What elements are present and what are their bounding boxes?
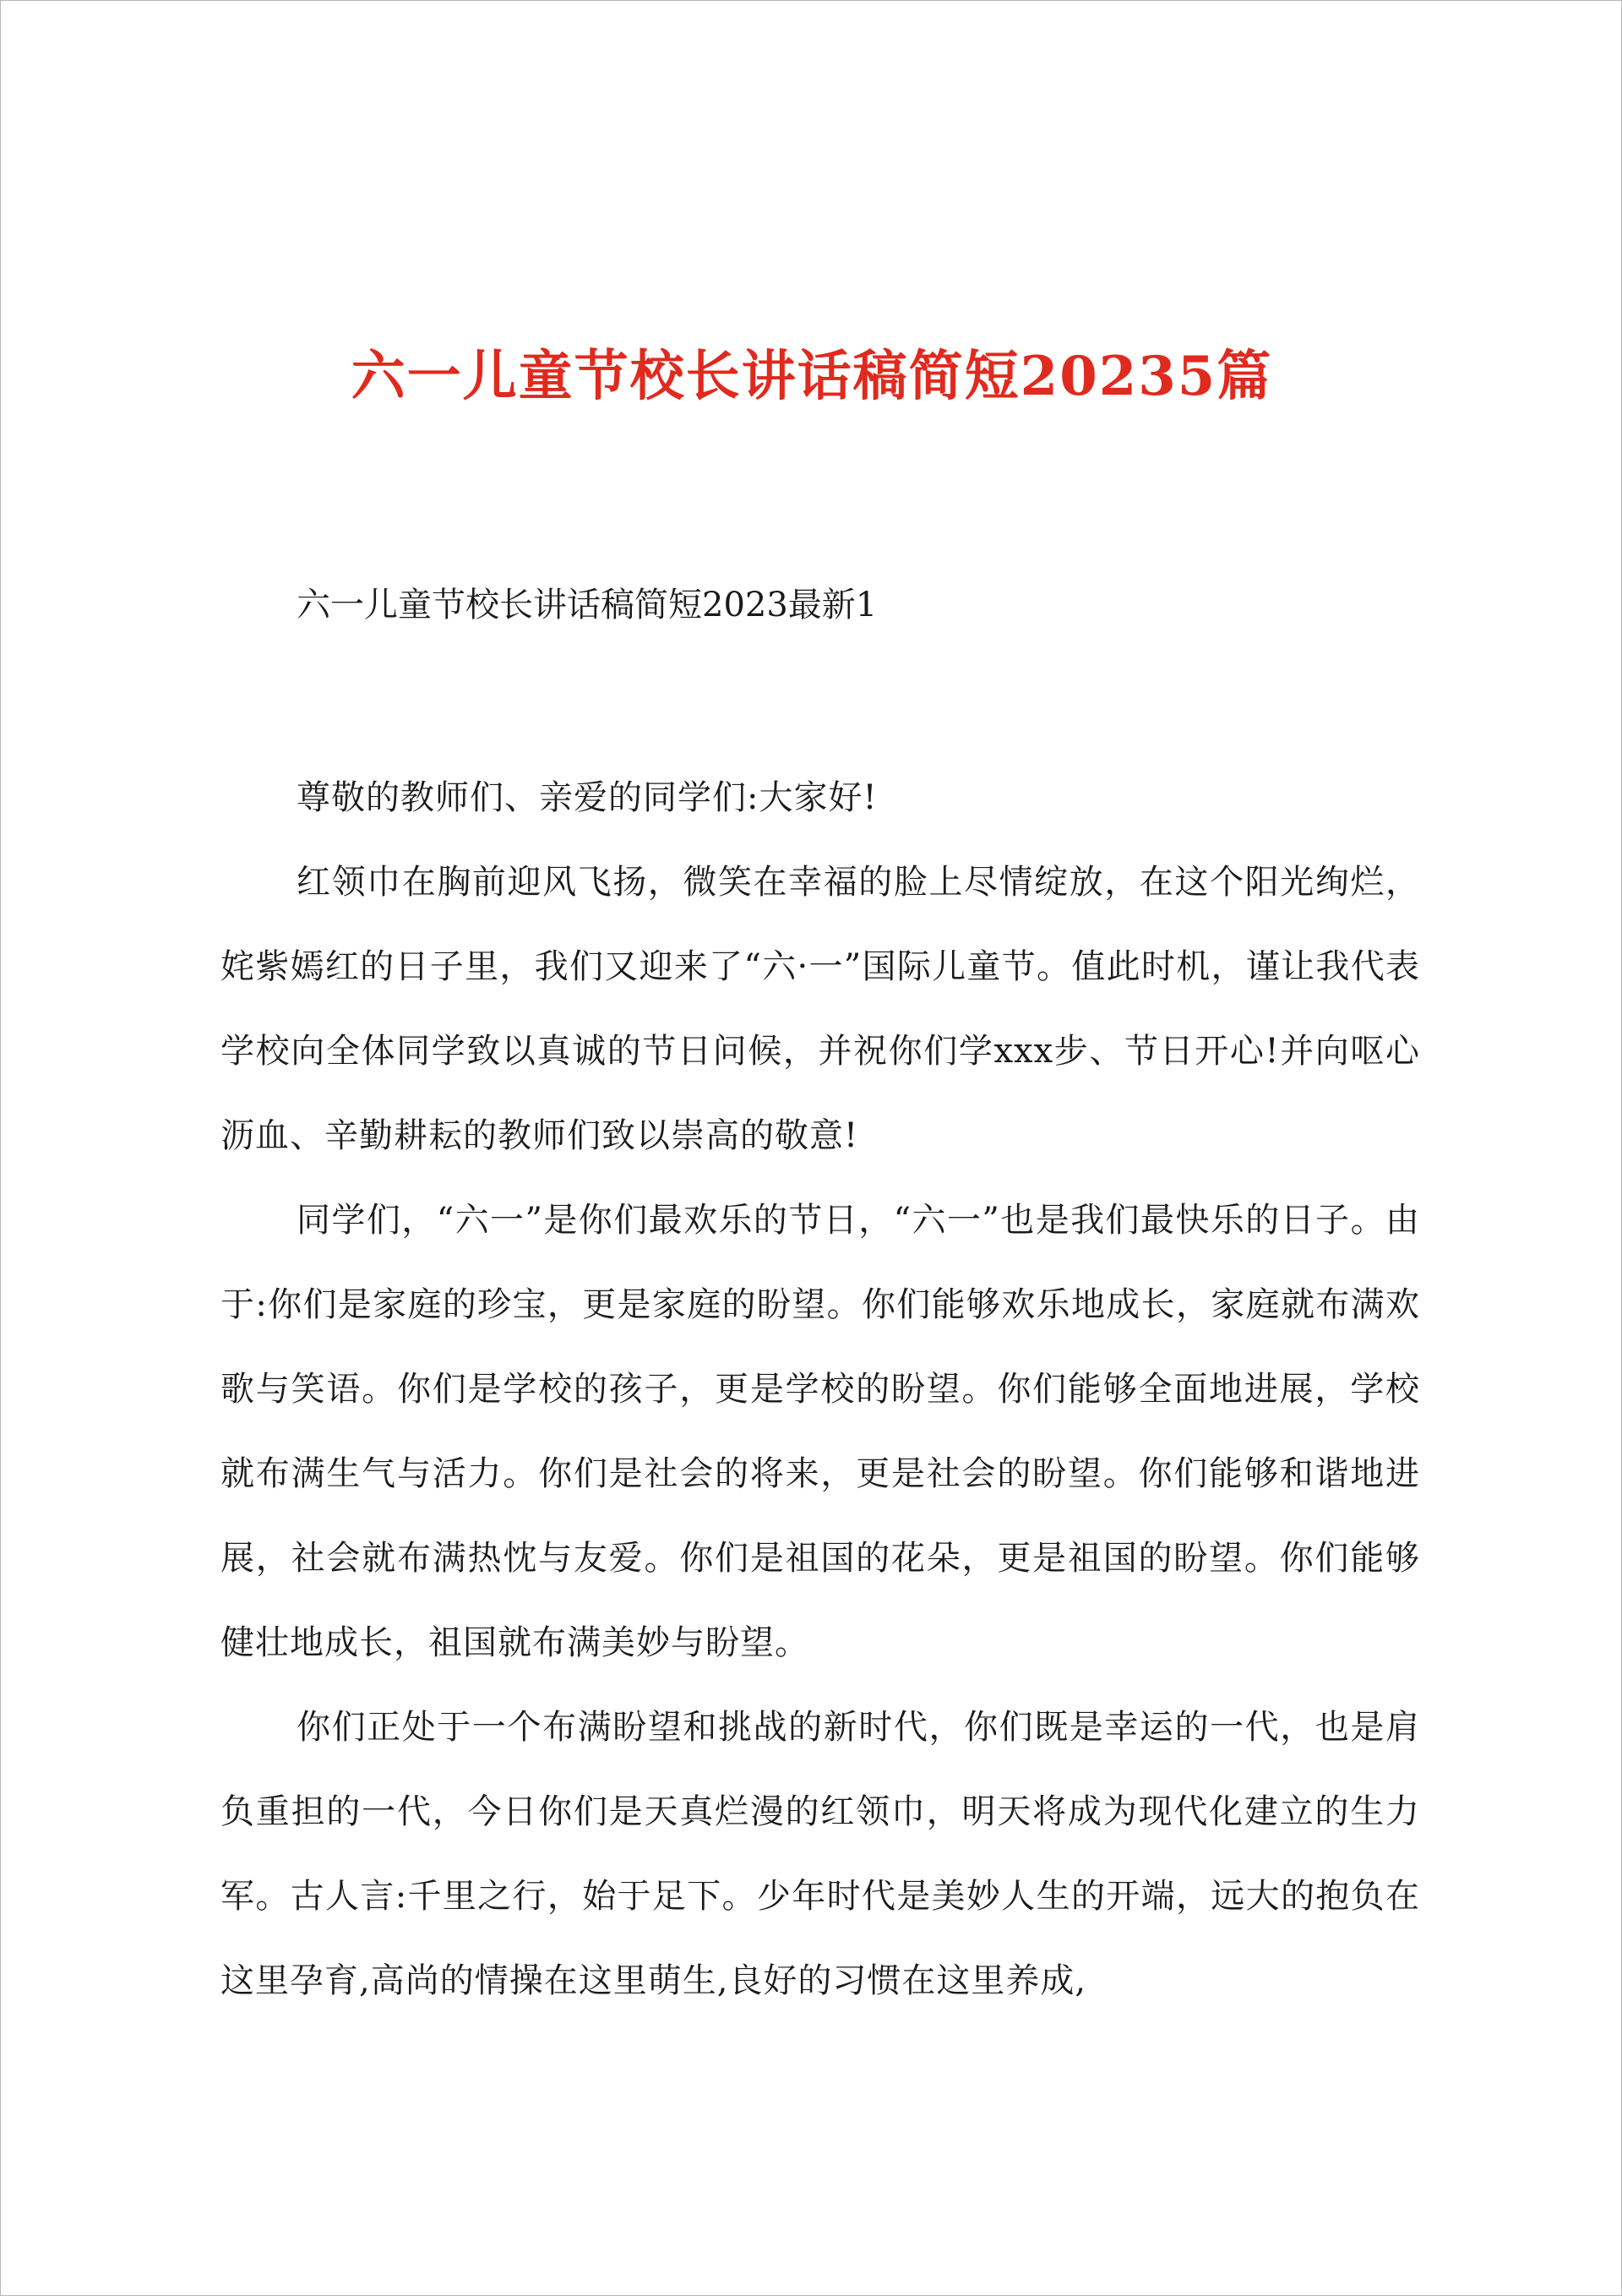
- paragraph: 同学们，“六一”是你们最欢乐的节日，“六一”也是我们最快乐的日子。由于:你们是家庭的珍宝，更是家庭的盼望。你们能够欢乐地成长，家庭就布满欢歌与笑语。你们是学校的孩子，更是学校的盼望。你们能够全面地进展，学校就布满生气与活力。你们是社会的将来，更是社会的盼望。你们能够和谐地进展，社会就布满热忱与友爱。你们是祖国的花朵，更是祖国的盼望。你们能够健壮地成长，祖国就布满美妙与盼望。: [220, 1201, 1420, 1662]
- document-body: [220, 755, 1420, 2023]
- paragraph-greeting: 尊敬的教师们、亲爱的同学们:大家好!: [297, 778, 878, 817]
- section-heading: 六一儿童节校长讲话稿简短2023最新1: [297, 586, 878, 624]
- paragraph: 你们正处于一个布满盼望和挑战的新时代，你们既是幸运的一代，也是肩负重担的一代，今日你们是天真烂漫的红领巾，明天将成为现代化建立的生力军。古人言:千里之行，始于足下。少年时代是美妙人生的开端，远大的抱负在这里孕育,高尚的情操在这里萌生,良好的习惯在这里养成,: [220, 1708, 1420, 2000]
- paragraph: 红领巾在胸前迎风飞扬，微笑在幸福的脸上尽情绽放，在这个阳光绚烂，姹紫嫣红的日子里，我们又迎来了“六·一”国际儿童节。值此时机，谨让我代表学校向全体同学致以真诚的节日问候，并祝你们学xxx步、节日开心!并向呕心沥血、辛勤耕耘的教师们致以崇高的敬意!: [220, 863, 1420, 1155]
- document-title: 六一儿童节校长讲话稿简短20235篇: [351, 345, 1273, 408]
